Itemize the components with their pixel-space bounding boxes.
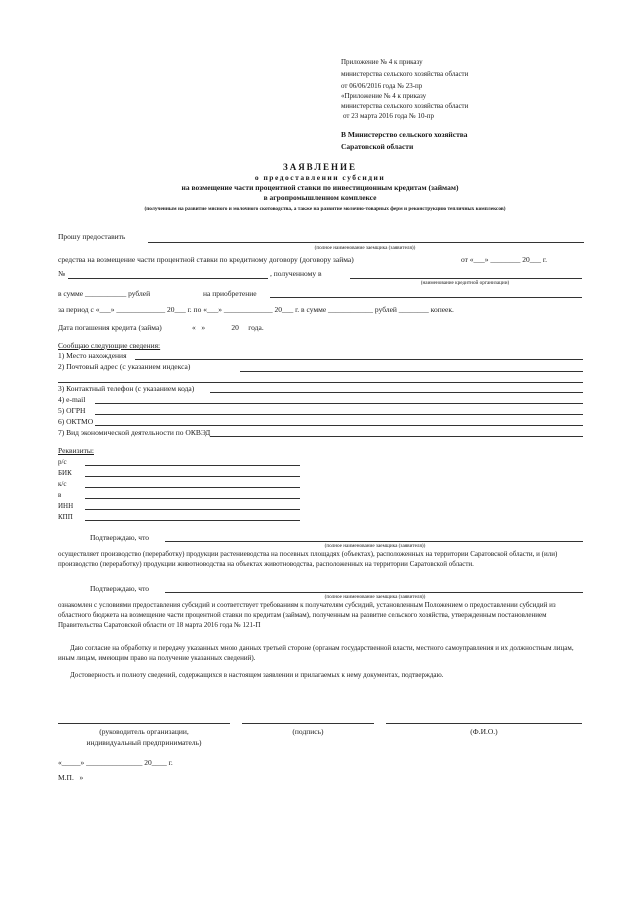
- okved-field[interactable]: [210, 436, 583, 437]
- annex-line-1: Приложение № 4 к приказу: [341, 58, 423, 66]
- ogrn-field[interactable]: [95, 414, 583, 415]
- inn-field[interactable]: [85, 509, 300, 510]
- requisites-heading: Реквизиты:: [58, 446, 94, 455]
- requisite-account: р/с: [58, 458, 67, 466]
- annex-line-5: министерства сельского хозяйства области: [341, 102, 469, 110]
- requisite-bik: БИК: [58, 469, 72, 477]
- subsidy-text: средства на возмещение части процентной ставки по кредитному договору (договору займа): [58, 255, 354, 264]
- bank-field[interactable]: [85, 498, 300, 499]
- postal-field[interactable]: [240, 371, 583, 372]
- confirm1-field[interactable]: [165, 541, 583, 542]
- full-name-caption: (Ф.И.О.): [470, 727, 498, 736]
- repayment-label: Дата погашения кредита (займа): [58, 323, 162, 332]
- info-okved: 7) Вид экономической деятельности по ОКВЭД: [58, 428, 211, 437]
- requisite-corr-account: к/с: [58, 480, 67, 488]
- head-caption-2: индивидуальный предприниматель): [86, 738, 202, 747]
- info-oktmo: 6) ОКТМО: [58, 417, 94, 426]
- purchase-label: на приобретение: [203, 289, 257, 298]
- credit-org-field[interactable]: [350, 278, 582, 279]
- corr-account-field[interactable]: [85, 487, 300, 488]
- head-caption-1: (руководитель организации,: [99, 727, 189, 736]
- postal-field-extra[interactable]: [58, 382, 583, 383]
- confirm1-label: Подтверждаю, что: [90, 533, 150, 542]
- account-field[interactable]: [85, 465, 300, 466]
- confirm2-field[interactable]: [165, 592, 583, 593]
- annex-line-4: «Приложение № 4 к приказу: [341, 92, 427, 100]
- requisite-bank: в: [58, 491, 62, 499]
- repayment-date: « » 20 года.: [192, 323, 264, 332]
- info-heading: Сообщаю следующие сведения:: [58, 341, 161, 350]
- form-subtitle-3: в агропромышленном комплексе: [263, 193, 377, 202]
- form-subtitle-note: (полученным на развитие мясного и молочного скотоводства, а также на развитие молочно-товарных ферм и реконструкцию тепличных комплексов): [144, 206, 506, 212]
- period-label: за период с «___» _____________ 20___ г. по «___» _____________ 20___ г. в сумме ____________ рублей ________ копеек.: [58, 305, 454, 314]
- signature-date: «_____» _______________ 20____ г.: [58, 758, 173, 767]
- form-subtitle-1: о предоставлении субсидии: [254, 173, 386, 182]
- contract-number-label: №: [58, 269, 66, 278]
- confirm1-caption: (полное наименование заемщика (заявителя)): [324, 543, 426, 549]
- email-field[interactable]: [95, 403, 583, 404]
- recipient-caption: (полное наименование заемщика (заявителя)): [314, 245, 416, 251]
- confirm1-text: осуществляет производство (переработку) продукции растениеводства на посевных площадях (объектах), расположенных на территории Саратовской области, и (или) производство (переработку) продукции животноводства на объектах животноводства, расположенных на территории Саратовской области.: [58, 550, 558, 568]
- annex-line-2: министерства сельского хозяйства области: [341, 70, 469, 78]
- amount-label: в сумме ___________ рублей: [58, 289, 151, 298]
- info-ogrn: 5) ОГРН: [58, 406, 86, 415]
- info-email: 4) e-mail: [58, 395, 86, 404]
- contract-number-field[interactable]: [68, 278, 268, 279]
- signature-field[interactable]: [242, 723, 374, 724]
- form-title: ЗАЯВЛЕНИЕ: [282, 162, 358, 172]
- recipient-field[interactable]: [148, 242, 584, 243]
- info-phone: 3) Контактный телефон (с указанием кода): [58, 384, 195, 393]
- bik-field[interactable]: [85, 476, 300, 477]
- signature-caption: (подпись): [292, 727, 324, 736]
- confirm2-text: ознакомлен с условиями предоставления субсидий и соответствует требованиям к получателям субсидий, установленным Положением о предоставлении субсидий из областного бюджета на возмещение части процентной ставки по кредитам (займам), полученным на развитие сельского хозяйства, утвержденным постановлением Правительства Саратовской области от 18 марта 2016 года № 121-П: [58, 601, 556, 629]
- addressee-line-1: В Министерство сельского хозяйства: [341, 130, 468, 139]
- confirm2-label: Подтверждаю, что: [90, 584, 150, 593]
- consent-text: Даю согласие на обработку и передачу указанных мною данных третьей стороне (органам государственной власти, местного самоуправления и их должностным лицам, иным лицам, имеющим право на получение указанных сведений).: [58, 644, 574, 662]
- annex-line-3: от 06/06/2016 года № 23-пр: [341, 82, 423, 90]
- accuracy-text: Достоверность и полноту сведений, содержащихся в настоящем заявлении и прилагаемых к нему документах, подтверждаю.: [70, 671, 444, 679]
- addressee-line-2: Саратовской области: [341, 142, 414, 151]
- contract-date: от «___» ________ 20___ г.: [461, 255, 548, 264]
- credit-org-caption: (наименование кредитной организации): [420, 280, 510, 286]
- info-postal: 2) Почтовый адрес (с указанием индекса): [58, 362, 191, 371]
- request-label: Прошу предоставить: [58, 232, 126, 241]
- kpp-field[interactable]: [85, 520, 300, 521]
- confirm2-caption: (полное наименование заемщика (заявителя)): [324, 594, 426, 600]
- info-location: 1) Место нахождения: [58, 351, 127, 360]
- location-field[interactable]: [135, 359, 583, 360]
- stamp-mark: М.П. »: [58, 773, 84, 782]
- purchase-field[interactable]: [270, 297, 582, 298]
- requisite-inn: ИНН: [58, 502, 74, 510]
- requisite-kpp: КПП: [58, 513, 73, 521]
- annex-line-6: от 23 марта 2016 года № 10-пр: [343, 112, 435, 120]
- head-signature-field[interactable]: [58, 723, 230, 724]
- form-subtitle-2: на возмещение части процентной ставки по инвестиционным кредитам (займам): [181, 183, 459, 192]
- received-label: , полученному в: [270, 269, 322, 278]
- full-name-field[interactable]: [386, 723, 582, 724]
- oktmo-field[interactable]: [95, 425, 583, 426]
- phone-field[interactable]: [210, 392, 583, 393]
